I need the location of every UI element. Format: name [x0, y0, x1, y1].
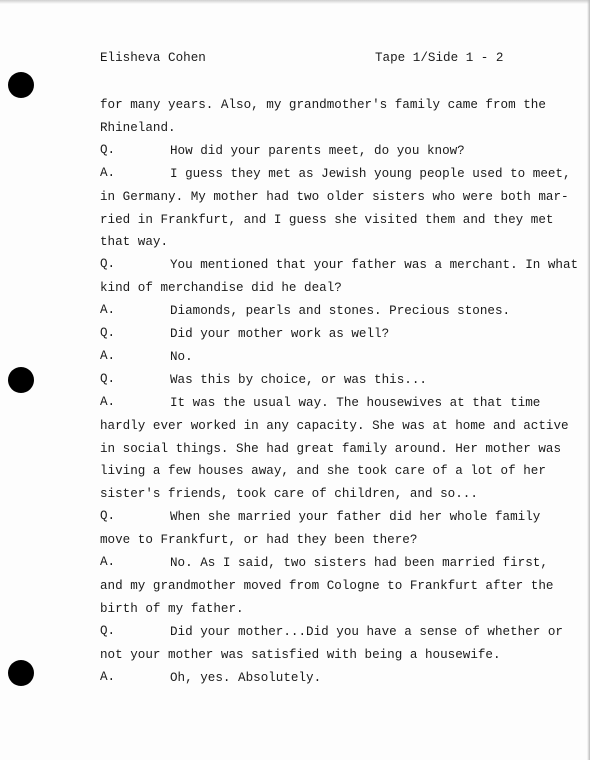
transcript-line: Diamonds, pearls and stones. Precious stones.	[170, 304, 511, 319]
speaker-label: A.	[100, 165, 116, 180]
transcript-line: When she married your father did her whole family	[170, 510, 541, 525]
transcript-line: Oh, yes. Absolutely.	[170, 670, 322, 685]
transcript-line: not your mother was satisfied with being a housewife.	[100, 647, 501, 662]
transcript-line: and my grandmother moved from Cologne to Frankfurt after the	[100, 578, 554, 593]
transcript-line: in social things. She had great family around. Her mother was	[100, 441, 562, 456]
speaker-label: A.	[100, 303, 116, 318]
transcript-line: that way.	[100, 235, 169, 250]
speaker-label: A.	[100, 348, 116, 363]
transcript-line: Rhineland.	[100, 120, 176, 135]
transcript-line: I guess they met as Jewish young people used to meet,	[170, 166, 571, 181]
transcript-line: kind of merchandise did he deal?	[100, 281, 342, 296]
transcript-line: sister's friends, took care of children, and so...	[100, 487, 478, 502]
transcript-line: hardly ever worked in any capacity. She was at home and active	[100, 418, 569, 433]
transcript-line: living a few houses away, and she took care of a lot of her	[100, 464, 546, 479]
transcript-line: It was the usual way. The housewives at that time	[170, 395, 541, 410]
page-top-edge	[0, 0, 590, 4]
speaker-label: A.	[100, 555, 116, 569]
transcript-line: birth of my father.	[100, 601, 244, 616]
speaker-label: Q.	[100, 257, 116, 272]
tape-side-label: Tape 1/Side 1 - 2	[375, 51, 504, 65]
speaker-label: Q.	[100, 371, 116, 386]
speaker-label: Q.	[100, 509, 116, 524]
transcript-line: Did your mother...Did you have a sense of whether or	[170, 624, 563, 639]
speaker-label: A.	[100, 394, 116, 409]
transcript-line: Was this by choice, or was this...	[170, 372, 427, 387]
transcript-line: ried in Frankfurt, and I guess she visited them and they met	[100, 212, 554, 227]
transcript-line: Did your mother work as well?	[170, 327, 390, 341]
transcript-line: move to Frankfurt, or had they been there?	[100, 533, 418, 548]
binder-hole-icon	[8, 367, 34, 393]
speaker-label: A.	[100, 669, 116, 684]
speaker-label: Q.	[100, 326, 116, 340]
transcript-line: for many years. Also, my grandmother's family came from the	[100, 98, 546, 112]
transcript-line: You mentioned that your father was a merchant. In what	[170, 258, 579, 273]
transcript-line: No.	[170, 349, 193, 364]
transcript-line: in Germany. My mother had two older sisters who were both mar-	[100, 189, 569, 204]
transcript-line: No. As I said, two sisters had been married first,	[170, 556, 548, 570]
speaker-label: Q.	[100, 142, 116, 157]
binder-hole-icon	[8, 72, 34, 98]
interviewee-name: Elisheva Cohen	[100, 51, 206, 65]
transcript-line: How did your parents meet, do you know?	[170, 143, 465, 158]
speaker-label: Q.	[100, 623, 116, 638]
binder-hole-icon	[8, 660, 34, 686]
